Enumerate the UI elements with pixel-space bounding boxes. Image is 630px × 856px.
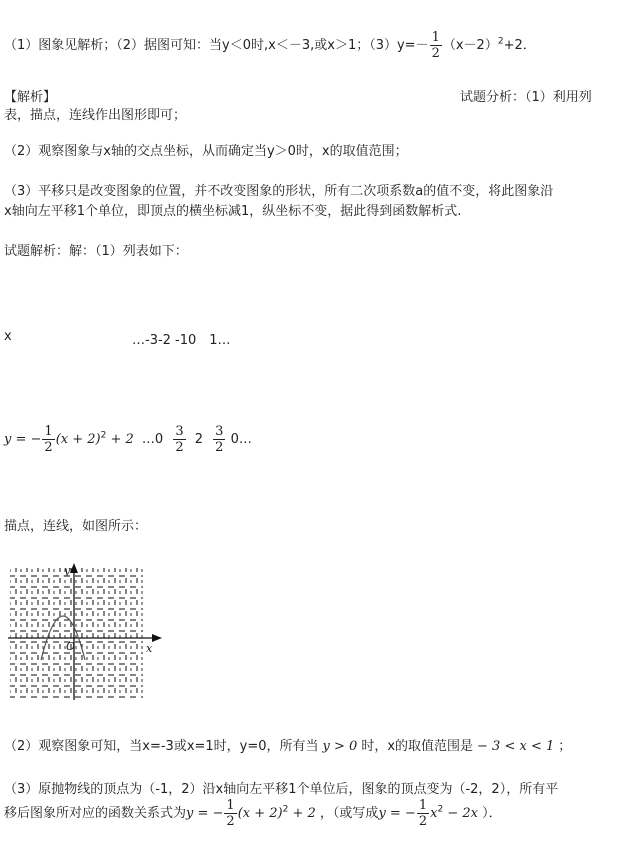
answer-fraction: $\frac{1}{2}$ xyxy=(431,30,440,61)
analysis-line2: 表，描点，连线作出图形即可； xyxy=(4,108,187,123)
analysis-para2: （2）观察图象与x轴的交点坐标，从而确定当y＞0时，x的取值范围； xyxy=(4,144,408,159)
analysis-para3-line1: （3）平移只是改变图象的位置，并不改变图象的形状，所有二次项系数a的值不变，将此图象沿 xyxy=(4,184,554,199)
answer-line: （1）图象见解析；（2）据图可知：当y＜0时,x＜－3,或x＞1；（3）y=－ $\frac{1}{2}$ $(x-2)^2+2$． xyxy=(4,30,536,61)
answer-part2: （2）据图可知：当y＜0时,x＜－3,或x＞1； xyxy=(116,38,370,53)
table-x-values: …-3-2 -10 1… xyxy=(132,333,231,348)
table-x-label: x xyxy=(4,329,12,344)
part2-line: （2）观察图象可知，当x=-3或x=1时，y=0，所有当 y > 0 时，x的取值范围是 − 3 < x < 1 ； xyxy=(4,739,572,754)
table-y-row: y = − $\frac{1}{2}$ $(x + 2)^2 + 2$ …0 $\frac{3}{2}$ 2 $\frac{3}{2}$ 0… xyxy=(4,424,252,455)
analysis-para3-line2: x轴向左平移1个单位，即顶点的横坐标减1，纵坐标不变，据此得到函数解析式. xyxy=(4,204,462,219)
graph-x-label: x xyxy=(146,642,153,655)
analysis-heading: 【解析】 xyxy=(4,90,57,105)
x-axis-arrow xyxy=(152,634,162,642)
analysis-intro: 试题分析：（1）利用列 xyxy=(460,90,592,105)
graph-origin-label: O xyxy=(66,640,76,653)
plot-caption: 描点，连线，如图所示： xyxy=(4,519,148,534)
solution-intro: 试题解析：解：（1）列表如下： xyxy=(4,244,188,259)
part3-line1: （3）原抛物线的顶点为（-1，2）沿x轴向左平移1个单位后，图象的顶点变为（-2，2），所有平 xyxy=(4,782,559,797)
part3-line2: 移后图象所对应的函数关系式为y = − $\frac{1}{2}$ $(x + 2)^2 + 2$ ，（或写成y = − $\frac{1}{2}$ $x^2 - 2x$ ）． xyxy=(4,798,502,829)
graph-y-label: y xyxy=(64,564,71,577)
answer-part1: （1）图象见解析； xyxy=(4,38,117,53)
parabola-graph xyxy=(8,562,163,702)
answer-part3-prefix: （3）y=－ xyxy=(369,38,429,53)
answer-part3-suffix: （x－2） xyxy=(442,38,498,53)
